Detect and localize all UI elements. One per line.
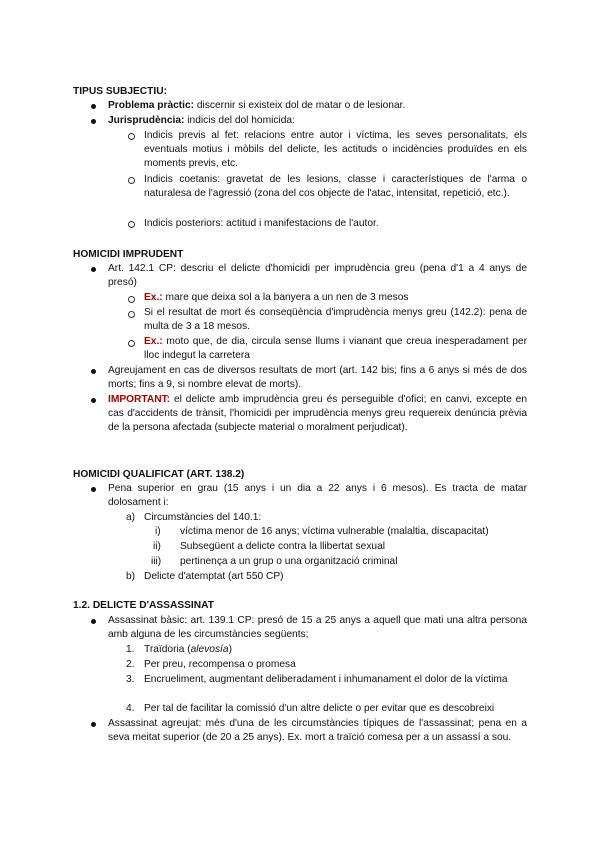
list-marker: a) <box>126 512 136 523</box>
bullet-icon <box>91 267 96 272</box>
sub-bullet-icon <box>128 311 135 318</box>
list-item: Delicte d'atemptat (art 550 CP) <box>144 571 284 582</box>
section-title-delicte-assassinat: 1.2. DELICTE D'ASSASSINAT <box>73 600 214 611</box>
list-marker: iii) <box>151 556 162 567</box>
list-marker: 1. <box>126 644 135 655</box>
list-item: Assassinat agreujat: més d'una de les circumstàncies típiques de l'assassinat; pena en a seva meitat superior (de 20 a 25 anys). Ex. mort a traïció comesa per a un assassí a sou. <box>108 718 527 743</box>
list-marker: 4. <box>126 703 135 714</box>
section-title-tipus-subjectiu: TIPUS SUBJECTIU: <box>73 86 167 97</box>
bullet-icon <box>91 619 96 624</box>
list-item: Ex.: mare que deixa sol a la banyera a un nen de 3 mesos <box>144 292 409 303</box>
list-item: pertinença a un grup o una organització criminal <box>180 556 398 567</box>
bullet-icon <box>91 369 96 374</box>
list-item: Indicis posteriors: actitud i manifestacions de l'autor. <box>144 218 379 229</box>
list-item: Art. 142.1 CP: descriu el delicte d'homicidi per imprudència greu (pena d'1 a 4 anys de presó) <box>108 263 527 288</box>
list-item: Assassinat bàsic: art. 139.1 CP: presó de 15 a 25 anys a aquell que mati una altra persona amb alguna de les circumstàncies següents; <box>108 615 527 640</box>
bullet-icon <box>91 398 96 403</box>
list-marker: b) <box>126 571 136 582</box>
sub-bullet-icon <box>128 296 135 303</box>
list-item: Per tal de facilitar la comissió d'un altre delicte o per evitar que es descobreixi <box>144 703 495 714</box>
bullet-icon <box>91 119 96 124</box>
list-item: Ex.: moto que, de dia, circula sense llums i vianant que creua inesperadament per lloc indegut la carretera <box>144 336 527 361</box>
list-item: Problema pràctic: discernir si existeix dol de matar o de lesionar. <box>108 100 406 111</box>
list-item: Traïdoria (alevosía) <box>144 644 232 655</box>
list-item: Jurisprudència: indicis del dol homicida: <box>108 115 295 126</box>
list-item: Per preu, recompensa o promesa <box>144 659 296 670</box>
sub-bullet-icon <box>128 340 135 347</box>
list-item: Agreujament en cas de diversos resultats de mort (art. 142 bis; fins a 6 anys si més de dos morts; fins a 9, si nombre elevat de morts). <box>108 365 527 390</box>
list-item: Si el resultat de mort és conseqüència d'imprudència menys greu (142.2): pena de multa de 3 a 18 mesos. <box>144 307 527 332</box>
list-item: Circumstàncies del 140.1: <box>144 512 262 523</box>
bullet-icon <box>91 104 96 109</box>
section-title-homicidi-qualificat: HOMICIDI QUALIFICAT (ART. 138.2) <box>73 469 245 480</box>
bullet-icon <box>91 487 96 492</box>
list-item: víctima menor de 16 anys; víctima vulnerable (malaltia, discapacitat) <box>180 526 489 537</box>
list-marker: 2. <box>126 659 135 670</box>
list-marker: 3. <box>126 674 135 685</box>
list-item: Pena superior en grau (15 anys i un dia a 22 anys i 6 mesos). Es tracta de matar dolosament i: <box>108 483 527 508</box>
list-item: Encrueliment, augmentant deliberadament i inhumanament el dolor de la víctima <box>144 674 508 685</box>
list-marker: ii) <box>153 541 161 552</box>
list-item: Indicis previs al fet: relacions entre autor i víctima, les seves personalitats, els eventuals motius i mòbils del delicte, les actituds o incidències produïdes en els moments previs, etc. <box>144 130 527 169</box>
list-item: IMPORTANT: el delicte amb imprudència greu és perseguible d'ofici; en canvi, excepte en cas d'accidents de trànsit, l'homicidi per imprudència menys greu requereix denúncia prèvia de la persona afectada (subjecte material o moralment perjudicat). <box>108 394 527 433</box>
sub-bullet-icon <box>128 221 135 228</box>
list-item: Indicis coetanis: gravetat de les lesions, classe i característiques de l'arma o naturalesa de l'agressió (zona del cos objecte de l'atac, intensitat, repetició, etc.). <box>144 174 527 199</box>
bullet-icon <box>91 722 96 727</box>
section-title-homicidi-imprudent: HOMICIDI IMPRUDENT <box>73 249 184 260</box>
sub-bullet-icon <box>128 133 135 140</box>
list-marker: i) <box>155 526 161 537</box>
list-item: Subsegüent a delicte contra la llibertat sexual <box>180 541 386 552</box>
sub-bullet-icon <box>128 177 135 184</box>
